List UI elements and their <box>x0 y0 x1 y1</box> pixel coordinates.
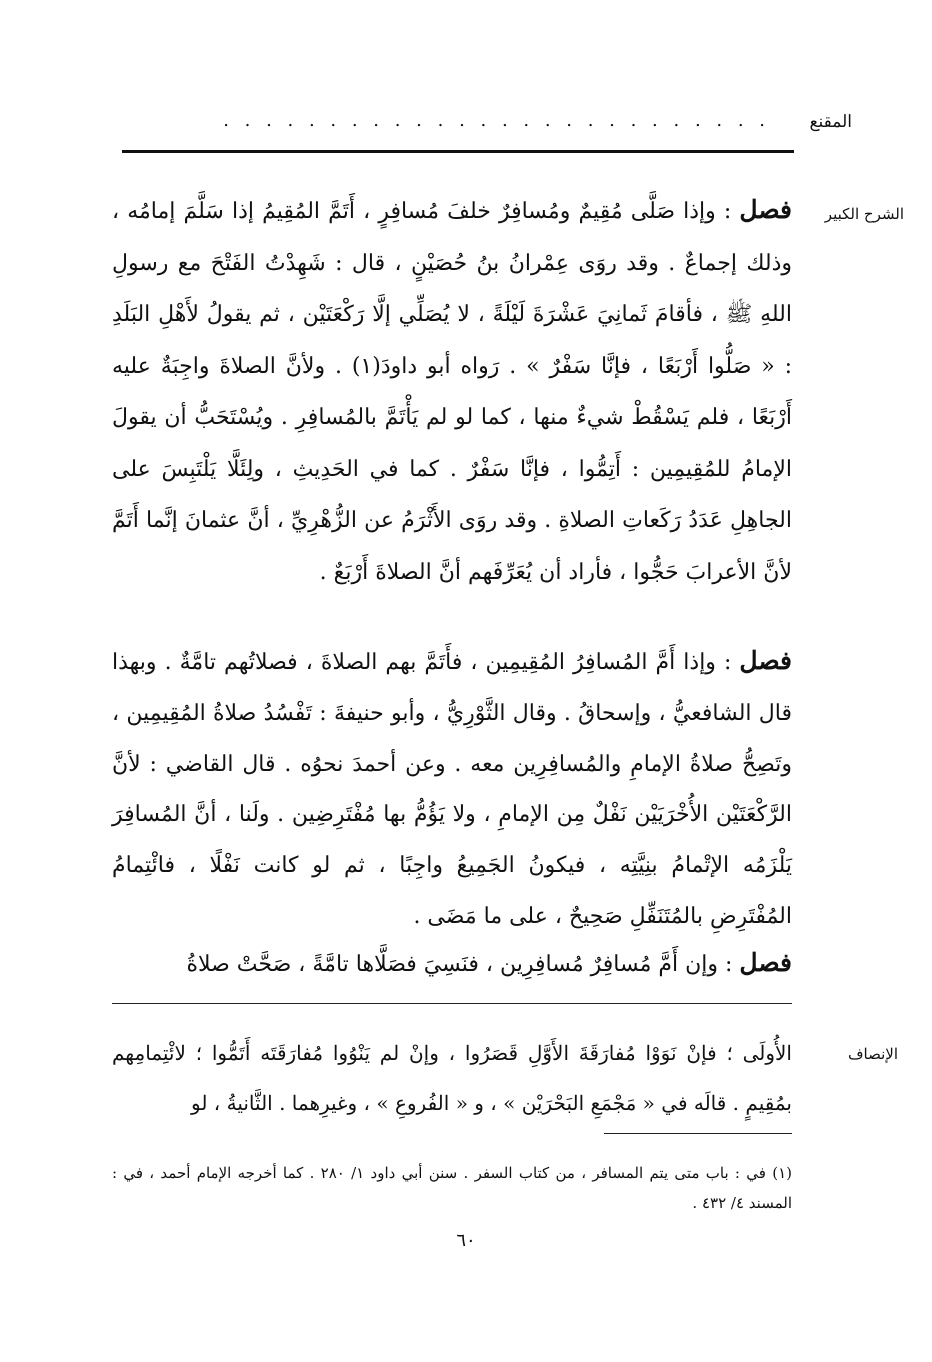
section-divider <box>112 1003 792 1004</box>
paragraph <box>112 938 792 990</box>
header-rule <box>122 150 794 153</box>
section-3 <box>112 938 792 990</box>
running-head-dots: . . . . . . . . . . . . . . . . . . . . . . . . . . <box>223 110 770 131</box>
footnote-rule <box>604 1133 792 1134</box>
margin-label-sharh: الشرح الكبير <box>824 205 904 223</box>
section-2 <box>112 636 792 943</box>
paragraph <box>112 636 792 943</box>
paragraph <box>112 184 792 598</box>
margin-label-insaf: الإنصاف <box>847 1045 898 1063</box>
page-number: ٦٠ <box>456 1230 476 1251</box>
section-text: : وإذا أَمَّ المُسافِرُ المُقِيمِين ، فأَتَمَّ بهم الصلاةَ ، فصلاتُهم تامَّةٌ . وبهذا قال الشافعيُّ ، وإسحاقُ . وقال الثَّوْرِيُّ ، وأبو حنيفةَ : تَفْسُدُ صلاةُ المُقِيمِين ، وتَصِحُّ صلاةُ الإمامِ والمُسافِرِين معه . وعن أحمدَ نحوُه . قال القاضي : لأنَّ الرَّكْعَتَيْن الأُخْرَيَيْن نَفْلٌ مِن الإمامِ ، ولا يَؤُمُّ بها مُفْتَرِضِين . ولَنا ، أنَّ المُسافِرَ يَلْزَمُه الإتْمامُ بنِيَّتِه ، فيكونُ الجَمِيعُ واجِبًا ، ثم لو كانت نَفْلًا ، فائْتِمامُ المُفْتَرِضِ بالمُتَنَفِّلِ صَحِيحٌ ، على ما مَضَى . <box>112 650 792 929</box>
footnote <box>112 1158 792 1218</box>
insaf-section <box>112 1028 792 1128</box>
section-heading: فصل <box>739 195 792 224</box>
section-heading: فصل <box>739 948 792 977</box>
section-1 <box>112 184 792 598</box>
section-text: : وإذا صَلَّى مُقِيمٌ ومُسافِرٌ خلفَ مُسافِرٍ ، أَتَمَّ المُقِيمُ إذا سَلَّمَ إمامُه ، وذلك إجماعٌ . وقد روَى عِمْرانُ بنُ حُصَيْنٍ ، قال : شَهِدْتُ الفَتْحَ مع رسولِ اللهِ ﷺ ، فأقامَ ثَمانِيَ عَشْرَةَ لَيْلَةً ، لا يُصَلِّي إلَّا رَكْعَتَيْن ، ثم يقولُ لأَهْلِ البَلَدِ : « صَلُّوا أَرْبَعًا ، فإنَّا سَفْرٌ » . رَواه أبو داودَ(١) . ولأنَّ الصلاةَ واجِبَةٌ عليه أَرْبَعًا ، فلم يَسْقُطْ شيءٌ منها ، كما لو لم يَأْتَمَّ بالمُسافِرِ . ويُسْتَحَبُّ أن يقولَ الإمامُ للمُقِيمِين : أَتِمُّوا ، فإنَّا سَفْرٌ . كما في الحَدِيثِ ، ولِئَلَّا يَلْتَبِسَ على الجاهِلِ عَدَدُ رَكَعاتِ الصلاةِ . وقد روَى الأَثْرَمُ عن الزُّهْرِيِّ ، أنَّ عثمانَ إنَّما أَتَمَّ لأنَّ الأعرابَ حَجُّوا ، فأراد أن يُعَرِّفَهم أنَّ الصلاةَ أَرْبَعٌ . <box>112 199 793 585</box>
footnote-text: (١) في : باب متى يتم المسافر ، من كتاب السفر . سنن أبي داود ١/ ٢٨٠ . كما أخرجه الإمام أحمد ، في : المسند ٤/ ٤٣٢ . <box>112 1164 792 1212</box>
section-text: : وإن أَمَّ مُسافِرٌ مُسافِرِين ، فنَسِيَ فصَلَّاها تامَّةً ، صَحَّتْ صلاةُ <box>186 952 740 977</box>
running-head-title: المقنع <box>809 112 852 132</box>
running-head <box>112 112 852 142</box>
section-heading: فصل <box>739 646 792 675</box>
insaf-text: الأُولَى ؛ فإنْ نَوَوْا مُفارَقَةَ الأَوَّلِ قَصَرُوا ، وإنْ لم يَنْوُوا مُفارَقَتَه أَتَمُّوا ؛ لائْتِمامِهم بمُقِيمٍ . قالَه في « مَجْمَعِ البَحْرَيْن » ، و « الفُروعِ » ، وغيرِهما . الثَّانيةُ ، لو <box>112 1041 792 1115</box>
